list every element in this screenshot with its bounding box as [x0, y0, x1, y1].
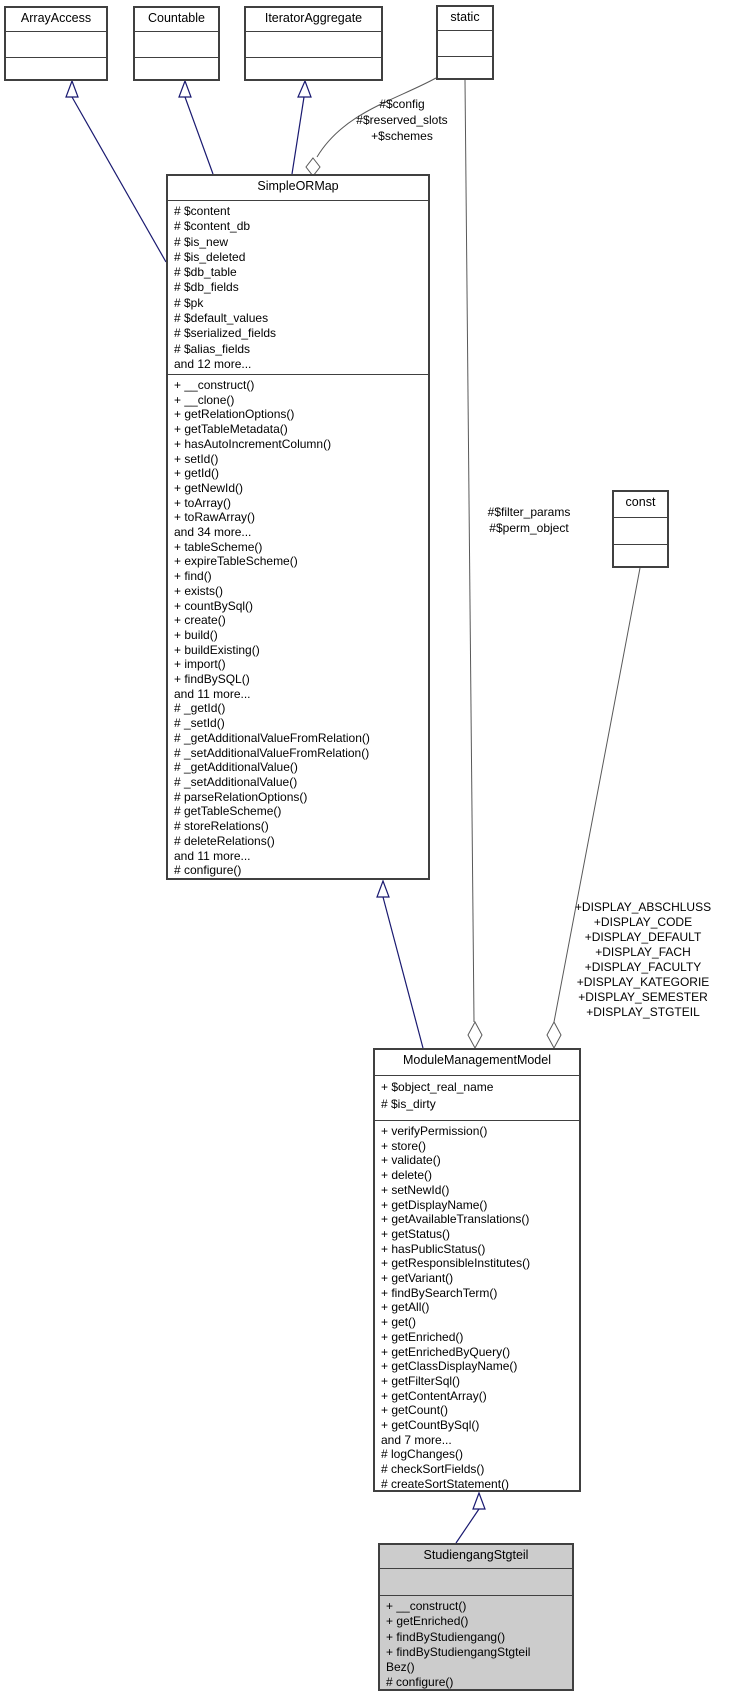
member-line: + countBySql(): [174, 598, 254, 613]
inheritance-arrowhead: [66, 81, 78, 97]
member-line: # $serialized_fields: [174, 326, 277, 341]
member-line: + toRawArray(): [174, 510, 256, 525]
member-line: + hasPublicStatus(): [381, 1241, 486, 1256]
class-title: ArrayAccess: [20, 11, 92, 25]
edge-label-line: +DISPLAY_STGTEIL: [586, 1005, 700, 1019]
member-line: + findByStudiengang(): [386, 1629, 506, 1644]
member-line: # _setAdditionalValueFromRelation(): [174, 745, 370, 760]
edge-inheritance-simpleormap-countable: [179, 81, 213, 174]
member-line: # $db_fields: [174, 280, 239, 295]
member-line: + getTableMetadata(): [174, 422, 288, 437]
member-line: # deleteRelations(): [174, 833, 275, 848]
empty-methods-compartment: [6, 57, 106, 79]
class-node-const[interactable]: [612, 490, 669, 568]
member-line: # $pk: [174, 295, 204, 310]
empty-attributes-compartment: [6, 31, 106, 57]
member-line: + getClassDisplayName(): [381, 1359, 518, 1374]
member-line: + exists(): [174, 583, 224, 598]
edge-label-line: +DISPLAY_CODE: [593, 915, 693, 929]
empty-attributes-compartment: [614, 517, 667, 544]
member-line: + build(): [174, 627, 218, 642]
member-line: + setId(): [174, 451, 219, 466]
inheritance-arrowhead: [179, 81, 191, 97]
class-node-iteratoraggregate[interactable]: [244, 6, 383, 81]
member-line: and 34 more...: [174, 525, 252, 540]
member-line: + __construct(): [174, 378, 255, 392]
class-node-countable[interactable]: [133, 6, 220, 81]
attributes-compartment: [375, 1075, 579, 1120]
edge-inheritance-simpleormap-arrayaccess: [66, 81, 166, 262]
class-title: ModuleManagementModel: [402, 1053, 551, 1067]
member-line: + tableScheme(): [174, 539, 263, 554]
empty-methods-compartment: [246, 57, 381, 79]
member-line: # createSortStatement(): [381, 1476, 510, 1490]
member-line: + buildExisting(): [174, 642, 260, 657]
class-node-arrayaccess[interactable]: [4, 6, 108, 81]
member-line: + __construct(): [386, 1599, 467, 1613]
member-line: + getId(): [174, 466, 220, 481]
member-line: + getEnriched(): [381, 1329, 464, 1344]
member-line: + hasAutoIncrementColumn(): [174, 436, 332, 451]
member-line: + findBySearchTerm(): [381, 1285, 498, 1300]
member-line: + findByStudiengangStgteil: [386, 1644, 531, 1659]
empty-methods-compartment: [614, 544, 667, 566]
member-line: # checkSortFields(): [381, 1462, 485, 1477]
class-node-static[interactable]: [436, 5, 494, 80]
class-title: StudiengangStgteil: [423, 1548, 529, 1562]
edge-label-line: +DISPLAY_DEFAULT: [584, 930, 702, 944]
attributes-compartment: [168, 200, 428, 374]
edge-label-line: #$perm_object: [489, 521, 569, 535]
member-line: Bez(): [386, 1660, 415, 1675]
class-node-simpleormap[interactable]: [166, 174, 430, 880]
member-line: # configure(): [386, 1675, 454, 1689]
member-line: + setNewId(): [381, 1182, 450, 1197]
edge-label-line: +DISPLAY_ABSCHLUSS: [574, 900, 712, 914]
member-line: + getAll(): [381, 1300, 430, 1315]
member-line: + verifyPermission(): [381, 1124, 488, 1138]
member-line: # $is_dirty: [381, 1097, 436, 1111]
member-line: + getResponsibleInstitutes(): [381, 1256, 531, 1271]
empty-methods-compartment: [438, 56, 492, 78]
member-line: # _setAdditionalValue(): [174, 774, 298, 789]
member-line: # configure(): [174, 863, 242, 878]
member-line: and 12 more...: [174, 356, 252, 371]
empty-attributes-compartment: [438, 30, 492, 56]
member-line: + getStatus(): [381, 1226, 451, 1241]
member-line: # $alias_fields: [174, 341, 251, 356]
member-line: + store(): [381, 1138, 427, 1153]
edge-label-line: +$schemes: [371, 129, 433, 143]
member-line: + import(): [174, 657, 226, 672]
member-line: + delete(): [381, 1168, 433, 1183]
edge-label-const-modulemanagementmodel-members: [543, 900, 743, 1020]
member-line: # _getAdditionalValue(): [174, 760, 298, 775]
member-line: # $content_db: [174, 219, 251, 234]
member-line: + getNewId(): [174, 480, 244, 495]
member-line: + getDisplayName(): [381, 1197, 488, 1212]
member-line: + create(): [174, 613, 226, 628]
member-line: # logChanges(): [381, 1447, 464, 1462]
member-line: # $db_table: [174, 265, 237, 280]
edge-label-line: +DISPLAY_FACH: [595, 945, 691, 959]
edge-label-line: #$filter_params: [487, 505, 571, 519]
member-line: and 11 more...: [174, 848, 251, 863]
aggregation-diamond: [468, 1022, 482, 1048]
member-line: + findBySQL(): [174, 672, 250, 687]
empty-attributes-compartment: [135, 31, 218, 57]
member-line: # $is_new: [174, 234, 229, 249]
member-line: + get(): [381, 1315, 417, 1330]
methods-compartment: [168, 374, 428, 878]
class-title: static: [450, 10, 480, 24]
member-line: # getTableScheme(): [174, 804, 282, 819]
empty-methods-compartment: [135, 57, 218, 79]
class-title: IteratorAggregate: [264, 11, 363, 25]
methods-compartment: [375, 1120, 579, 1490]
edge-label-line: +DISPLAY_KATEGORIE: [576, 975, 710, 989]
member-line: # _getAdditionalValueFromRelation(): [174, 730, 370, 745]
empty-attributes-compartment: [380, 1568, 572, 1595]
member-line: + validate(): [381, 1153, 441, 1168]
member-line: + getEnriched(): [386, 1614, 469, 1629]
member-line: # _getId(): [174, 701, 226, 716]
class-title: Countable: [148, 11, 205, 25]
edge-label-line: +DISPLAY_SEMESTER: [578, 990, 708, 1004]
edge-label-static-simpleormap-members: [332, 96, 472, 144]
edge-label-line: #$config: [379, 97, 425, 111]
class-node-studiengangstgteil[interactable]: [378, 1543, 574, 1691]
member-line: + __clone(): [174, 392, 235, 407]
member-line: + getCount(): [381, 1403, 449, 1418]
member-line: + getAvailableTranslations(): [381, 1212, 530, 1227]
member-line: and 7 more...: [381, 1432, 452, 1447]
member-line: and 11 more...: [174, 686, 251, 701]
edge-inheritance-studiengangstgteil-modulemanagementmodel: [456, 1493, 485, 1543]
edge-aggregation-static-modulemanagementmodel: [465, 80, 482, 1048]
aggregation-diamond: [547, 1022, 561, 1048]
member-line: + find(): [174, 569, 212, 584]
empty-attributes-compartment: [246, 31, 381, 57]
member-line: # storeRelations(): [174, 819, 269, 834]
member-line: + getContentArray(): [381, 1388, 487, 1403]
inheritance-arrowhead: [473, 1493, 485, 1509]
inheritance-arrowhead: [377, 881, 389, 897]
member-line: # parseRelationOptions(): [174, 789, 308, 804]
class-node-modulemanagementmodel[interactable]: [373, 1048, 581, 1492]
member-line: + getEnrichedByQuery(): [381, 1344, 511, 1359]
member-line: + toArray(): [174, 495, 232, 510]
member-line: # $content: [174, 204, 231, 218]
class-title: SimpleORMap: [257, 179, 339, 193]
edge-inheritance-modulemanagementmodel-simpleormap: [377, 881, 423, 1048]
class-title: const: [625, 495, 656, 509]
edge-label-static-modulemanagementmodel-members: [470, 504, 588, 536]
inheritance-arrowhead: [298, 81, 311, 97]
methods-compartment: [380, 1595, 572, 1689]
member-line: # _setId(): [174, 716, 225, 731]
member-line: + getCountBySql(): [381, 1418, 480, 1433]
member-line: # $is_deleted: [174, 249, 246, 264]
edge-label-line: #$reserved_slots: [356, 113, 448, 127]
member-line: + getVariant(): [381, 1271, 454, 1286]
edge-label-line: +DISPLAY_FACULTY: [584, 960, 702, 974]
member-line: + $object_real_name: [381, 1080, 494, 1094]
edge-inheritance-simpleormap-iteratoraggregate: [292, 81, 311, 174]
member-line: + getFilterSql(): [381, 1373, 461, 1388]
member-line: # $default_values: [174, 311, 269, 326]
member-line: + expireTableScheme(): [174, 554, 298, 569]
member-line: + getRelationOptions(): [174, 407, 295, 422]
